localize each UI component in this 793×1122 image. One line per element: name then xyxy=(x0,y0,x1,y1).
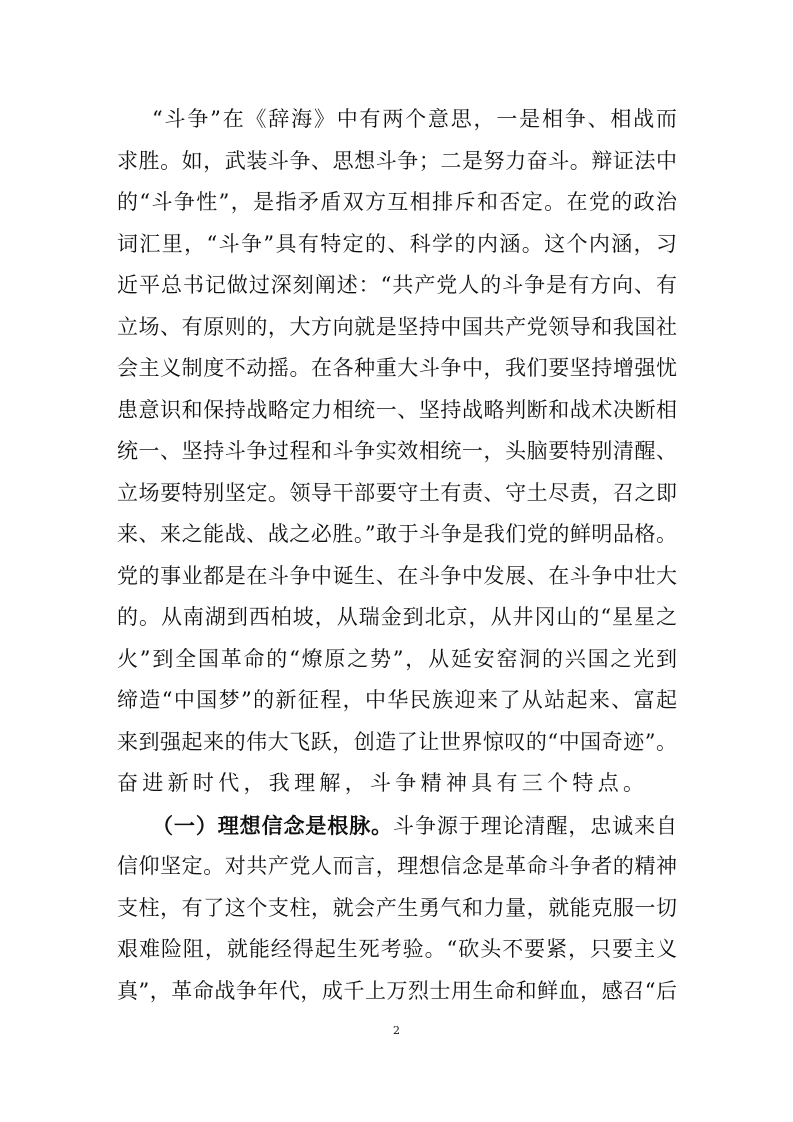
text-line: 的。从南湖到西柏坡，从瑞金到北京，从井冈山的“星星之 xyxy=(117,605,677,629)
text-line: 立场要特别坚定。领导干部要守土有责、守土尽责，召之即 xyxy=(117,480,677,505)
text-line: 来到强起来的伟大飞跃，创造了让世界惊叹的“中国奇迹”。 xyxy=(117,729,677,754)
text-line: 会主义制度不动摇。在各种重大斗争中，我们要坚持增强忧 xyxy=(117,356,677,380)
text-line: 奋进新时代，我理解，斗争精神具有三个特点。 xyxy=(117,771,649,795)
page-number: 2 xyxy=(393,1024,400,1037)
text-line: 缔造“中国梦”的新征程，中华民族迎来了从站起来、富起 xyxy=(117,688,677,712)
text-line xyxy=(152,805,677,846)
text-line: 艰难险阻，就能经得起生死考验。“砍头不要紧，只要主义 xyxy=(117,937,677,961)
text-line: “斗争”在《辞海》中有两个意思，一是相争、相战而 xyxy=(152,107,677,131)
text-line: 来、来之能战、战之必胜。”敢于斗争是我们党的鲜明品格。 xyxy=(117,522,677,546)
text-line: 真”，革命战争年代，成千上万烈士用生命和鲜血，感召“后 xyxy=(117,978,677,1003)
text-line: 火”到全国革命的“燎原之势”，从延安窑洞的兴国之光到 xyxy=(117,646,677,671)
text-line: 统一、坚持斗争过程和斗争实效相统一，头脑要特别清醒、 xyxy=(117,439,677,463)
section-heading: （一）理想信念是根脉。 xyxy=(152,812,394,838)
text-line: 党的事业都是在斗争中诞生、在斗争中发展、在斗争中壮大 xyxy=(117,563,677,588)
text-line: 患意识和保持战略定力相统一、坚持战略判断和战术决断相 xyxy=(117,397,677,422)
text-line: 立场、有原则的，大方向就是坚持中国共产党领导和我国社 xyxy=(117,314,677,339)
text-line: 信仰坚定。对共产党人而言，理想信念是革命斗争者的精神 xyxy=(117,854,677,878)
text-span: 斗争源于理论清醒，忠诚来自 xyxy=(393,813,678,838)
text-line: 词汇里，“斗争”具有特定的、科学的内涵。这个内涵，习 xyxy=(117,231,677,256)
text-line: 求胜。如，武装斗争、思想斗争；二是努力奋斗。辩证法中 xyxy=(117,148,677,173)
text-line: 的“斗争性”，是指矛盾双方互相排斥和否定。在党的政治 xyxy=(117,190,677,214)
text-line: 支柱，有了这个支柱，就会产生勇气和力量，就能克服一切 xyxy=(117,895,677,920)
text-line: 近平总书记做过深刻阐述：“共产党人的斗争是有方向、有 xyxy=(117,273,677,297)
